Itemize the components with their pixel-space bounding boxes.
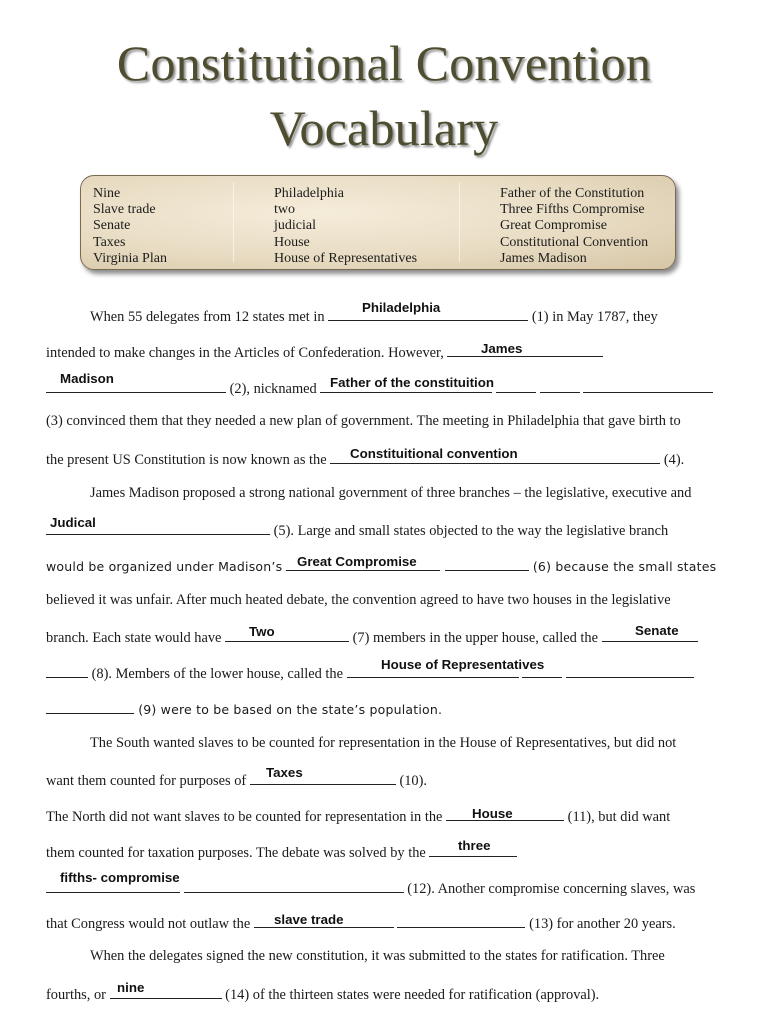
blank-7[interactable]: [225, 625, 349, 642]
word-bank-item: judicial: [274, 218, 316, 234]
passage-text: (10).: [399, 773, 428, 789]
passage-text: would be organized under Madison’s: [46, 559, 283, 574]
answer-7[interactable]: Two: [249, 624, 275, 639]
paragraph-line: [46, 804, 670, 827]
passage-text: intended to make changes in the Articles of Confederation. However,: [46, 345, 444, 361]
passage-text: (4).: [663, 452, 685, 468]
paragraph-line: [46, 518, 668, 541]
answer-4[interactable]: Constituitional convention: [350, 446, 518, 461]
word-bank-item: James Madison: [500, 250, 587, 266]
passage-text: them counted for taxation purposes. The debate was solved by the: [46, 845, 426, 861]
blank-13-extra[interactable]: [397, 911, 525, 928]
word-bank-item: Father of the Constitution: [500, 186, 645, 201]
word-bank-item: House of Representatives: [274, 250, 418, 266]
word-bank-divider: [459, 182, 460, 262]
paragraph-line: [46, 411, 681, 431]
word-bank-item: Nine: [93, 186, 121, 201]
passage-text: (1) in May 1787, they: [531, 309, 658, 325]
blank-8-cont[interactable]: [46, 661, 88, 678]
word-bank-column-2: [274, 186, 417, 267]
passage-text: believed it was unfair. After much heated debate, the convention agreed to have two houses in the legislative: [46, 592, 671, 608]
word-bank-item: Senate: [93, 218, 131, 234]
answer-12b[interactable]: fifths- compromise: [60, 870, 180, 885]
passage-text: When the delegates signed the new constitution, it was submitted to the states for ratification. Three: [90, 948, 665, 964]
passage-text: (13) for another 20 years.: [529, 916, 676, 932]
paragraph-line: [90, 733, 676, 753]
passage-text: (3) convinced them that they needed a new plan of government. The meeting in Philadelphia that gave birth to: [46, 413, 681, 429]
answer-1[interactable]: Philadelphia: [362, 300, 441, 315]
answer-12a[interactable]: three: [458, 838, 491, 853]
word-bank-column-1: [93, 186, 167, 267]
passage-text: (14) of the thirteen states were needed for ratification (approval).: [225, 987, 600, 1003]
word-bank-item: two: [274, 202, 295, 218]
answer-10[interactable]: Taxes: [266, 765, 303, 780]
passage-text: (7) members in the upper house, called the: [352, 630, 598, 646]
paragraph-line: [90, 483, 691, 503]
title-line-1: Constitutional Convention: [116, 35, 652, 91]
passage-text: the present US Constitution is now known as the: [46, 452, 327, 468]
answer-13[interactable]: slave trade: [274, 912, 344, 927]
paragraph-line: [46, 661, 694, 684]
blank-3-extra[interactable]: [583, 376, 713, 393]
blank-3-extra[interactable]: [540, 376, 580, 393]
word-bank-item: Slave trade: [93, 202, 156, 218]
word-bank-item: Three Fifths Compromise: [500, 202, 645, 218]
paragraph-line: [46, 911, 676, 934]
passage-text: want them counted for purposes of: [46, 773, 247, 789]
blank-9-extra[interactable]: [566, 661, 694, 678]
word-bank-divider: [233, 182, 234, 262]
passage-text: (11), but did want: [567, 809, 671, 825]
passage-text: (9) were to be based on the state’s population.: [138, 702, 443, 717]
blank-12-extra[interactable]: [184, 876, 404, 893]
passage-text: (12). Another compromise concerning slaves, was: [407, 881, 696, 897]
answer-2b[interactable]: Madison: [60, 371, 114, 386]
word-bank-item: Constitutional Convention: [500, 234, 649, 250]
passage-text: The North did not want slaves to be counted for representation in the: [46, 809, 443, 825]
passage-text: (2), nicknamed: [229, 381, 317, 397]
paragraph-line: [90, 946, 665, 966]
answer-11[interactable]: House: [472, 806, 513, 821]
paragraph-line: [46, 768, 427, 791]
word-bank-item: House: [274, 234, 310, 250]
passage-text: The South wanted slaves to be counted for representation in the House of Representatives, but did not: [90, 735, 677, 751]
passage-text: (6) because the small states: [532, 559, 717, 574]
word-bank-item: Philadelphia: [274, 186, 344, 201]
word-bank-item: Taxes: [93, 234, 126, 250]
answer-2a[interactable]: James: [481, 341, 523, 356]
passage-text: When 55 delegates from 12 states met in: [90, 309, 325, 325]
paragraph-line: [46, 840, 517, 863]
blank-2a[interactable]: [447, 340, 603, 357]
answer-9[interactable]: House of Representatives: [381, 657, 545, 672]
answer-8[interactable]: Senate: [635, 623, 679, 638]
word-bank-column-3: [500, 186, 648, 267]
passage-text: fourths, or: [46, 987, 106, 1003]
passage-text: branch. Each state would have: [46, 630, 222, 646]
answer-3[interactable]: Father of the constituition: [330, 375, 494, 390]
passage-text: James Madison proposed a strong national government of three branches – the legislative, executive and: [90, 485, 692, 501]
passage-text: that Congress would not outlaw the: [46, 916, 251, 932]
word-bank-item: Virginia Plan: [93, 250, 167, 266]
paragraph-line: [46, 590, 671, 610]
answer-14[interactable]: nine: [117, 980, 145, 995]
paragraph-line: [46, 697, 442, 720]
word-bank-item: Great Compromise: [500, 218, 607, 234]
paragraph-line: [46, 625, 698, 648]
blank-9-cont[interactable]: [46, 697, 134, 714]
blank-6-extra[interactable]: [445, 554, 529, 571]
answer-6[interactable]: Great Compromise: [297, 554, 417, 569]
passage-text: (8). Members of the lower house, called the: [91, 666, 343, 682]
blank-3-extra[interactable]: [496, 376, 536, 393]
title-line-2: Vocabulary: [269, 100, 499, 156]
word-bank: [80, 175, 676, 270]
answer-5[interactable]: Judical: [50, 515, 96, 530]
passage-text: (5). Large and small states objected to the way the legislative branch: [273, 523, 669, 539]
